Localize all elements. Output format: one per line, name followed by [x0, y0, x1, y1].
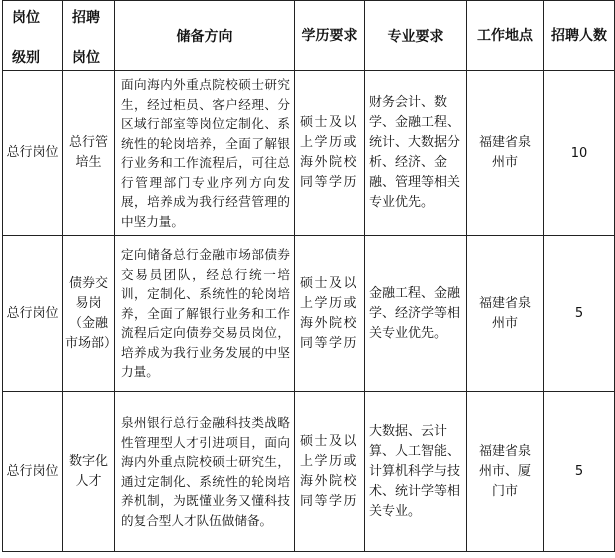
cell-major: 金融工程、金融学、经济学等相关专业优先。 [365, 236, 467, 392]
cell-post: 数字化人才 [63, 392, 115, 552]
cell-count: 5 [544, 236, 615, 392]
cell-level: 总行岗位 [3, 236, 63, 392]
header-row [3, 1, 615, 71]
header-education: 学历要求 [295, 1, 365, 71]
table-row [3, 236, 615, 392]
header-location: 工作地点 [467, 1, 544, 71]
cell-education: 硕士及以上学历或海外院校同等学历 [295, 71, 365, 236]
cell-post: 总行管培生 [63, 71, 115, 236]
cell-level: 总行岗位 [3, 392, 63, 552]
cell-post: 债券交易岗（金融市场部） [63, 236, 115, 392]
cell-education: 硕士及以上学历或海外院校同等学历 [295, 236, 365, 392]
cell-location: 福建省泉州市 [467, 71, 544, 236]
recruitment-table [2, 0, 615, 552]
header-post-line1: 招聘 [72, 9, 100, 26]
cell-direction: 面向海内外重点院校硕士研究生，经过柜员、客户经理、分区域行部室等岗位定制化、系统性的轮岗培养，全面了解银行业务和工作流程后，可往总行管理部门专业序列方向发展，培养成为我行经营管理的中坚力量。 [115, 71, 295, 236]
cell-direction: 泉州银行总行金融科技类战略性管理型人才引进项目，面向海内外重点院校硕士研究生，通过定制化、系统性的轮岗培养机制，为既懂业务又懂科技的复合型人才队伍做储备。 [115, 392, 295, 552]
header-count: 招聘人数 [544, 1, 615, 71]
cell-level: 总行岗位 [3, 71, 63, 236]
header-level [3, 1, 63, 71]
cell-count: 10 [544, 71, 615, 236]
cell-location: 福建省泉州市 [467, 236, 544, 392]
header-direction: 储备方向 [115, 1, 295, 71]
table-row [3, 392, 615, 552]
header-post [63, 1, 115, 71]
cell-major: 大数据、云计算、人工智能、计算机科学与技术、统计学等相关专业。 [365, 392, 467, 552]
header-level-line1: 岗位 [12, 9, 40, 26]
cell-count: 5 [544, 392, 615, 552]
cell-direction: 定向储备总行金融市场部债券交易员团队，经总行统一培训，定制化、系统性的轮岗培养，全面了解银行业务和工作流程后定向债券交易员岗位，培养成为我行业务发展的中坚力量。 [115, 236, 295, 392]
header-post-line2: 岗位 [72, 49, 100, 66]
cell-education: 硕士及以上学历或海外院校同等学历 [295, 392, 365, 552]
header-major: 专业要求 [365, 1, 467, 71]
cell-location: 福建省泉州市、厦门市 [467, 392, 544, 552]
table-row [3, 71, 615, 236]
cell-major: 财务会计、数学、金融工程、统计、大数据分析、经济、金融、管理等相关专业优先。 [365, 71, 467, 236]
header-level-line2: 级别 [12, 49, 40, 66]
